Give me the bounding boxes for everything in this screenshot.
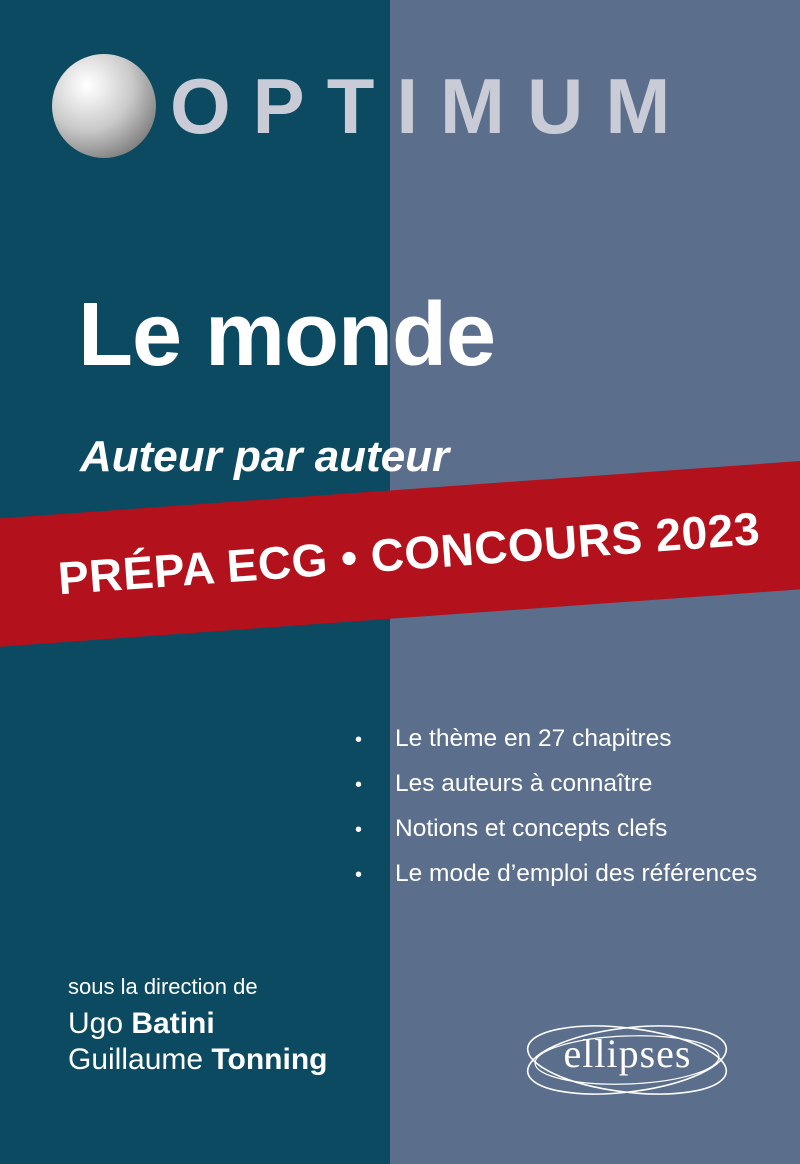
list-item	[355, 726, 785, 753]
publisher-name: ellipses	[563, 1031, 692, 1076]
sphere-icon	[52, 54, 156, 158]
bullet-icon: •	[355, 729, 363, 751]
list-item	[355, 771, 785, 798]
banner-text: PRÉPA ECG • CONCOURS 2023	[56, 502, 762, 605]
author-family-name: Batini	[131, 1006, 215, 1040]
page-title: Le monde	[78, 285, 496, 385]
list-item-label: Notions et concepts clefs	[395, 814, 668, 842]
author-family-name: Tonning	[211, 1042, 328, 1076]
list-item-label: Le mode d’emploi des références	[395, 859, 758, 887]
feature-list	[355, 726, 785, 906]
series-name: OPTIMUM	[170, 62, 693, 150]
series-header	[0, 46, 800, 166]
list-item-label: Les auteurs à connaître	[395, 769, 653, 797]
bullet-icon: •	[355, 863, 363, 886]
bullet-icon: •	[355, 773, 363, 796]
authors-lead: sous la direction de	[68, 974, 258, 999]
authors-block	[68, 972, 327, 1078]
page-subtitle: Auteur par auteur	[80, 432, 450, 481]
bullet-icon: •	[355, 818, 363, 841]
author-secondary	[68, 1042, 327, 1078]
list-item-label: Le thème en 27 chapitres	[395, 725, 672, 752]
author-given-name: Ugo	[68, 1006, 132, 1040]
publisher-logo	[520, 1000, 735, 1120]
list-item	[355, 861, 785, 888]
author-primary	[68, 1006, 327, 1042]
author-given-name: Guillaume	[68, 1042, 212, 1076]
list-item	[355, 816, 785, 843]
